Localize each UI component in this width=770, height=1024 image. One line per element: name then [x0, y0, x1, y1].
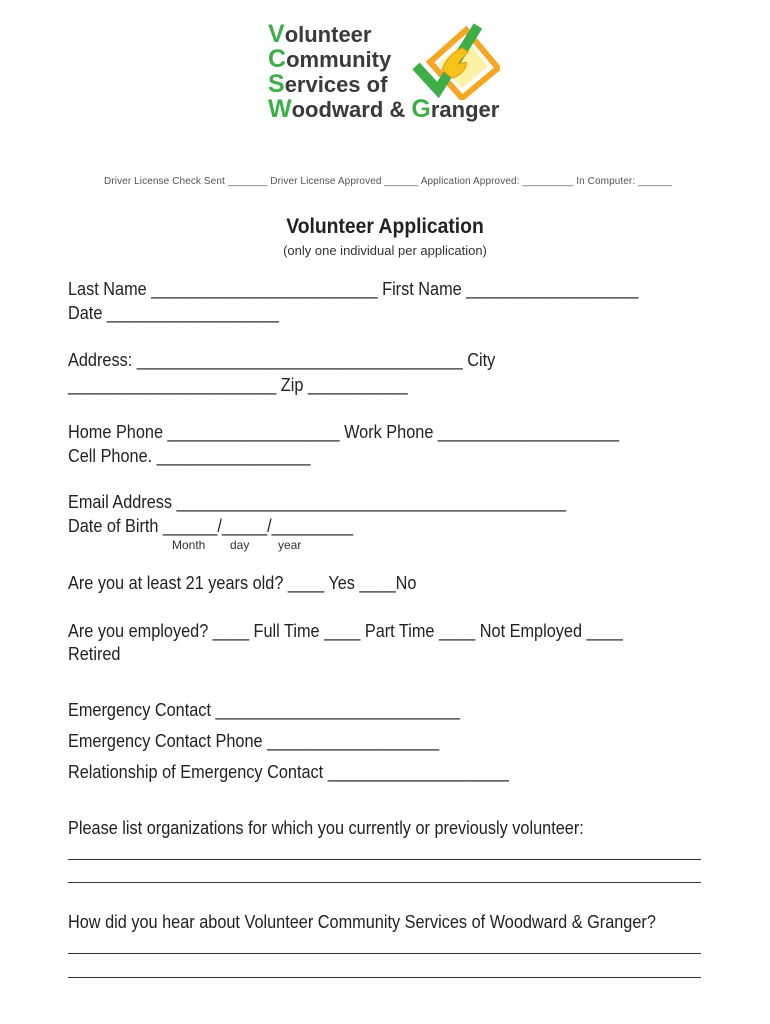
- logo-line-1: Volunteer: [268, 20, 372, 48]
- date-field-line[interactable]: Date ___________________: [68, 302, 279, 323]
- dob-field-line[interactable]: Date of Birth ______/_____/_________: [68, 515, 354, 536]
- address-field-line[interactable]: Address: ____________________________________ City: [68, 349, 496, 370]
- zip-field-line[interactable]: _______________________ Zip ___________: [68, 374, 408, 395]
- dob-day-label: day: [230, 538, 250, 552]
- cell-phone-field-line[interactable]: Cell Phone. _________________: [68, 445, 311, 466]
- employment-question-line[interactable]: Are you employed? ____ Full Time ____ Part Time ____ Not Employed ____: [68, 620, 623, 641]
- page-title: Volunteer Application: [286, 215, 484, 238]
- dob-month-label: Month: [172, 538, 206, 552]
- phone-field-line[interactable]: Home Phone ___________________ Work Phone ____________________: [68, 421, 620, 442]
- emergency-phone-line[interactable]: Emergency Contact Phone ___________________: [68, 730, 440, 751]
- page-subtitle: (only one individual per application): [283, 243, 487, 258]
- logo-line-4: Woodward & Granger: [268, 95, 500, 123]
- name-field-line[interactable]: Last Name _________________________ First Name ___________________: [68, 278, 639, 299]
- heard-about-question: How did you hear about Volunteer Community Services of Woodward & Granger?: [68, 911, 656, 932]
- logo-line-2: Community: [268, 45, 392, 73]
- heard-about-answer-line-1[interactable]: [68, 953, 701, 954]
- retired-label: Retired: [68, 643, 121, 664]
- email-field-line[interactable]: Email Address ___________________________________________: [68, 491, 566, 512]
- relationship-line[interactable]: Relationship of Emergency Contact ____________________: [68, 761, 509, 782]
- logo-line-3: Services of: [268, 70, 388, 98]
- organizations-question: Please list organizations for which you currently or previously volunteer:: [68, 817, 584, 838]
- dob-year-label: year: [278, 538, 302, 552]
- check-hand-emblem-icon: [408, 22, 500, 100]
- organizations-answer-line-2[interactable]: [68, 882, 701, 883]
- admin-status-line: Driver License Check Sent _______ Driver License Approved ______ Application Approved: _________ In Computer: ______: [104, 176, 673, 187]
- age-question-line[interactable]: Are you at least 21 years old? ____ Yes ____No: [68, 572, 417, 593]
- emergency-contact-line[interactable]: Emergency Contact ___________________________: [68, 699, 460, 720]
- heard-about-answer-line-2[interactable]: [68, 977, 701, 978]
- organizations-answer-line-1[interactable]: [68, 859, 701, 860]
